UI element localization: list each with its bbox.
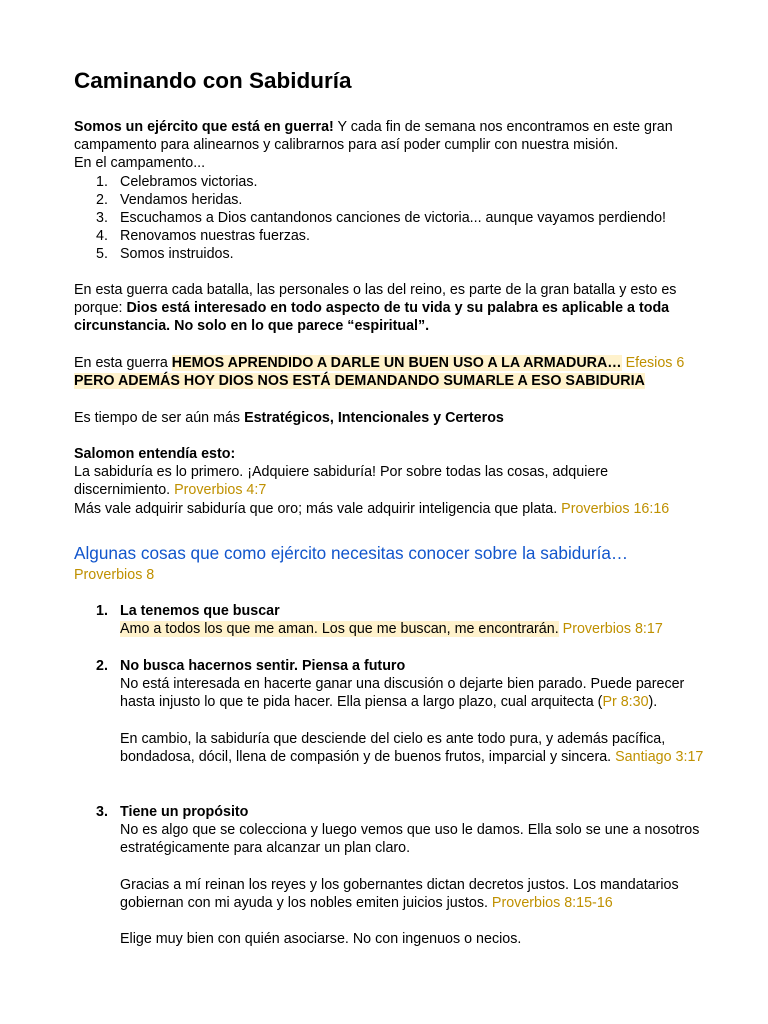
armor-highlight: HEMOS APRENDIDO A DARLE UN BUEN USO A LA ARMADURA… [171,355,622,371]
point-text: En cambio, la sabiduría que desciende del cielo es ante todo pura, y además pacífica, bondadosa, dócil, llena de compasión y de buenos frutos, imparcial y sincera. [120,730,666,765]
list-item [74,191,704,209]
point-text: No está interesada en hacerte ganar una discusión o dejarte bien parado. Puede parecer hasta injusto lo que te pida hacer. Ella piensa a largo plazo, cual arquitecta ( [120,676,685,711]
point-1 [74,602,704,638]
salomon-paragraph [74,445,704,518]
list-number: 5. [96,246,108,263]
list-number: 3. [96,210,108,227]
point-text: No es algo que se colecciona y luego vemos que uso le damos. Ella solo se une a nosotros estratégicamente para alcanzar un plan claro. [120,822,700,857]
list-text: Renovamos nuestras fuerzas. [120,228,310,245]
salomon-heading: Salomon entendía esto: [74,446,236,462]
armor-paragraph [74,354,704,390]
point-title: La tenemos que buscar [120,603,280,619]
salomon-quote-2: Más vale adquirir sabiduría que oro; más vale adquirir inteligencia que plata. [74,500,558,517]
intro-bold: Somos un ejército que está en guerra! [74,119,334,135]
list-number: 1. [96,173,108,190]
time-paragraph [74,409,704,427]
scripture-reference: Pr 8:30 [602,694,649,711]
list-text: Vendamos heridas. [120,191,243,208]
point-quote: Amo a todos los que me aman. Los que me buscan, me encontrarán. [120,621,559,638]
battle-text: En esta guerra cada batalla, las personales o las del reino, es parte de la gran batalla y esto es porque: [74,282,677,317]
point-number: 3. [96,804,108,820]
camp-list [74,173,704,264]
list-number: 2. [96,191,108,208]
list-text: Somos instruidos. [120,246,234,263]
list-item [74,209,704,227]
point-number: 1. [96,603,108,619]
point-title: No busca hacernos sentir. Piensa a futuro [120,658,406,674]
section-reference: Proverbios 8 [74,567,155,583]
scripture-reference: Efesios 6 [621,355,685,371]
point-number: 2. [96,658,108,674]
list-text: Escuchamos a Dios cantandonos canciones de victoria... aunque vayamos perdiendo! [120,210,666,227]
point-text: Gracias a mí reinan los reyes y los gobernantes dictan decretos justos. Los mandatarios gobiernan con mi ayuda y los nobles emiten juicios justos. [120,876,679,911]
battle-paragraph [74,281,704,336]
scripture-reference: Proverbios 8:17 [558,621,663,638]
list-item [74,173,704,191]
scripture-reference: Proverbios 8:15-16 [487,895,613,911]
armor-text: En esta guerra [74,355,172,371]
page-title: Caminando con Sabiduría [74,68,352,93]
point-2 [74,657,704,766]
point-text: Elige muy bien con quién asociarse. No con ingenuos o necios. [120,931,522,948]
section-heading: Algunas cosas que como ejército necesitas conocer sobre la sabiduría… [74,543,629,563]
time-bold: Estratégicos, Intencionales y Certeros [244,410,504,426]
salomon-quote-1: La sabiduría es lo primero. ¡Adquiere sabiduría! Por sobre todas las cosas, adquiere discernimiento. [74,464,609,499]
list-text: Celebramos victorias. [120,173,258,190]
time-text: Es tiempo de ser aún más [74,410,245,426]
list-number: 4. [96,228,108,245]
list-item [74,245,704,263]
camp-line: En el campamento... [74,155,206,172]
point-text-end: ). [648,694,658,711]
point-title: Tiene un propósito [120,804,249,820]
point-3 [74,803,704,949]
battle-bold: Dios está interesado en todo aspecto de tu vida y su palabra es aplicable a toda circunstancia. No solo en lo que parece “espiritual”. [74,300,670,335]
scripture-reference: Santiago 3:17 [611,749,704,765]
intro-text: Y cada fin de semana nos encontramos en este gran campamento para alinearnos y calibrarnos para así poder cumplir con nuestra misión. [74,119,673,154]
intro-paragraph [74,118,704,264]
section-heading-block [74,542,704,584]
armor-highlight-2: PERO ADEMÁS HOY DIOS NOS ESTÁ DEMANDANDO SUMARLE A ESO SABIDURIA [74,373,645,390]
scripture-reference: Proverbios 16:16 [557,500,670,517]
scripture-reference: Proverbios 4:7 [170,482,267,499]
list-item [74,227,704,245]
